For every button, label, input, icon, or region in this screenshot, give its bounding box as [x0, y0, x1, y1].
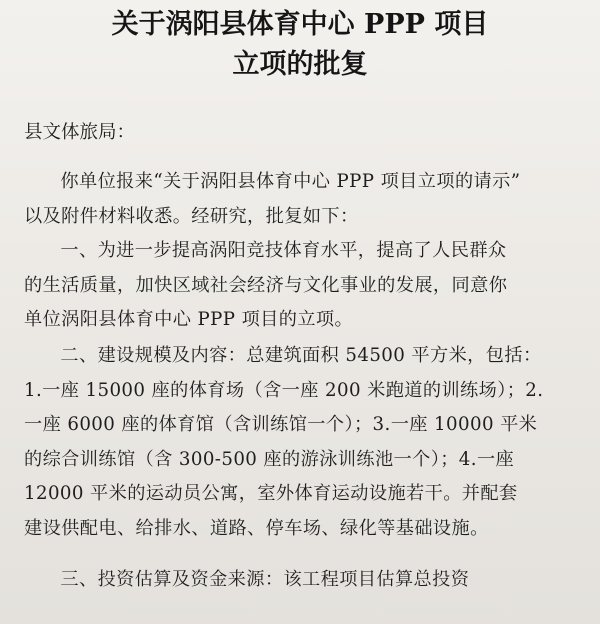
paragraph-line: 以及附件材料收悉。经研究，批复如下： — [24, 205, 359, 227]
paragraph-approval-3 — [24, 563, 590, 598]
paragraph-line: 的综合训练馆（含 300-500 座的游泳训练池一个）；4.一座 — [24, 448, 515, 470]
paragraph-line: 一、为进一步提高涡阳竞技体育水平，提高了人民群众 — [60, 240, 507, 261]
paragraph-line: 单位涡阳县体育中心 PPP 项目的立项。 — [24, 309, 354, 330]
paragraph-line: 你单位报来“关于涡阳县体育中心 PPP 项目立项的请示” — [60, 171, 521, 192]
paragraph-approval-2 — [24, 339, 590, 546]
paragraph-line: 二、建设规模及内容：总建筑面积 54500 平方米，包括： — [60, 345, 542, 366]
paragraph-approval-1 — [24, 234, 590, 338]
document-title-line-1: 关于涡阳县体育中心 PPP 项目 — [111, 9, 489, 40]
addressee: 县文体旅局： — [24, 122, 136, 143]
paragraph-line: 12000 平米的运动员公寓，室外体育运动设施若干。并配套 — [24, 483, 518, 504]
paragraph-line: 三、投资估算及资金来源：该工程项目估算总投资 — [60, 569, 470, 590]
document-title-line-2: 立项的批复 — [232, 49, 368, 80]
paragraph-line: 的生活质量，加快区域社会经济与文化事业的发展，同意你 — [24, 274, 508, 296]
paragraph-line: 一座 6000 座的体育馆（含训练馆一个）；3.一座 10000 平米 — [24, 414, 538, 435]
paragraph-line: 建设供配电、给排水、道路、停车场、绿化等基础设施。 — [24, 517, 489, 539]
paragraph-line: 1.一座 15000 座的体育场（含一座 200 米跑道的训练场）；2. — [24, 379, 544, 401]
paragraph-receipt — [24, 165, 590, 234]
